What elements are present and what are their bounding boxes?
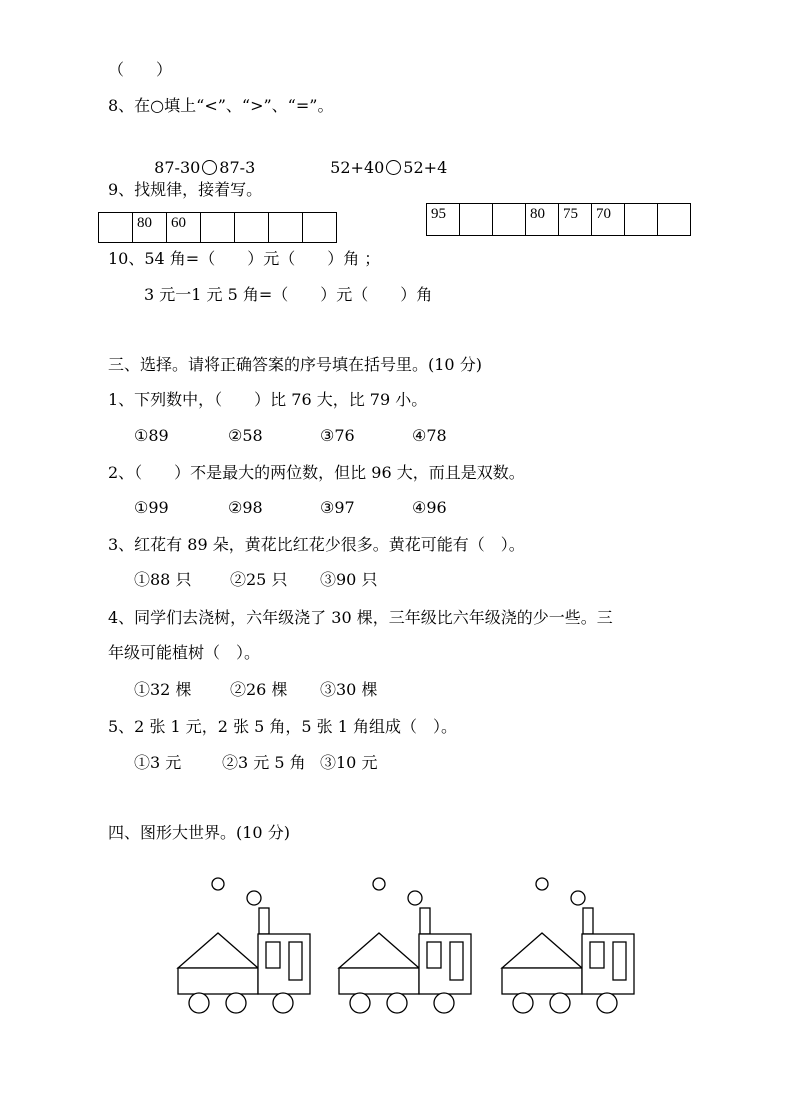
q8-expr1-left: 87-30 — [154, 158, 201, 177]
q9-title: 9、找规律，接着写。 — [108, 180, 263, 199]
train-2-icon — [339, 878, 471, 1013]
q8-expr1-right: 87-3 — [219, 158, 256, 177]
section4-title: 四、图形大世界。(10 分) — [108, 823, 290, 842]
seq1-cell — [99, 213, 133, 243]
seq2-cell — [460, 204, 493, 236]
option: ②3 元 5 角 — [222, 753, 306, 772]
q10-line-1: 10、54 角=（ ）元（ ）角 ； — [108, 249, 381, 268]
seq1-cell: 80 — [133, 213, 167, 243]
option: ①32 棵 — [134, 680, 192, 699]
option: ①99 — [134, 498, 169, 517]
seq2-cell: 75 — [559, 204, 592, 236]
option: ①3 元 — [134, 753, 182, 772]
s3-q2-stem: 2、（ ）不是最大的两位数，但比 96 大，而且是双数。 — [108, 463, 525, 482]
option: ①88 只 — [134, 570, 192, 589]
s3-q5-stem: 5、2 张 1 元，2 张 5 角，5 张 1 角组成（ ）。 — [108, 717, 458, 736]
option: ②25 只 — [230, 570, 288, 589]
option: ③76 — [320, 426, 355, 445]
seq2-cell — [493, 204, 526, 236]
q9-sequence-2 — [426, 203, 691, 236]
option: ②98 — [228, 498, 263, 517]
seq1-cell — [235, 213, 269, 243]
q8-expr-1 — [144, 138, 255, 178]
seq1-cell — [269, 213, 303, 243]
train-1-icon — [178, 878, 310, 1013]
option: ②58 — [228, 426, 263, 445]
q8-expr2-right: 52+4 — [403, 158, 448, 177]
seq2-cell: 95 — [427, 204, 460, 236]
seq2-cell — [658, 204, 691, 236]
seq2-cell: 80 — [526, 204, 559, 236]
top-paren: （ ） — [108, 60, 173, 79]
s3-q4-stem-1: 4、同学们去浇树，六年级浇了 30 棵，三年级比六年级浇的少一些。三 — [108, 608, 613, 627]
section3-title: 三、选择。请将正确答案的序号填在括号里。(10 分) — [108, 355, 482, 374]
q8-expr-2 — [320, 138, 447, 178]
compare-circle-icon — [386, 160, 401, 175]
q10-line-2: 3 元一1 元 5 角=（ ）元（ ）角 — [144, 285, 433, 304]
compare-circle-icon — [202, 160, 217, 175]
s3-q3-stem: 3、红花有 89 朵，黄花比红花少很多。黄花可能有（ ）。 — [108, 535, 525, 554]
option: ③90 只 — [320, 570, 378, 589]
seq1-cell — [201, 213, 235, 243]
seq1-cell — [303, 213, 337, 243]
train-figures — [0, 860, 790, 1030]
s3-q4-stem-2: 年级可能植树（ ）。 — [108, 643, 261, 662]
train-3-icon — [502, 878, 634, 1013]
option: ④78 — [412, 426, 447, 445]
q8-expr2-left: 52+40 — [330, 158, 385, 177]
seq1-cell: 60 — [167, 213, 201, 243]
q8-title: 8、在○填上“<”、“>”、“=”。 — [108, 96, 334, 115]
s3-q1-stem: 1、下列数中，（ ）比 76 大，比 79 小。 — [108, 390, 428, 409]
option: ③10 元 — [320, 753, 378, 772]
q9-sequence-1 — [98, 212, 337, 243]
option: ②26 棵 — [230, 680, 288, 699]
seq2-cell: 70 — [592, 204, 625, 236]
option: ③97 — [320, 498, 355, 517]
option: ③30 棵 — [320, 680, 378, 699]
option: ④96 — [412, 498, 447, 517]
seq2-cell — [625, 204, 658, 236]
option: ①89 — [134, 426, 169, 445]
